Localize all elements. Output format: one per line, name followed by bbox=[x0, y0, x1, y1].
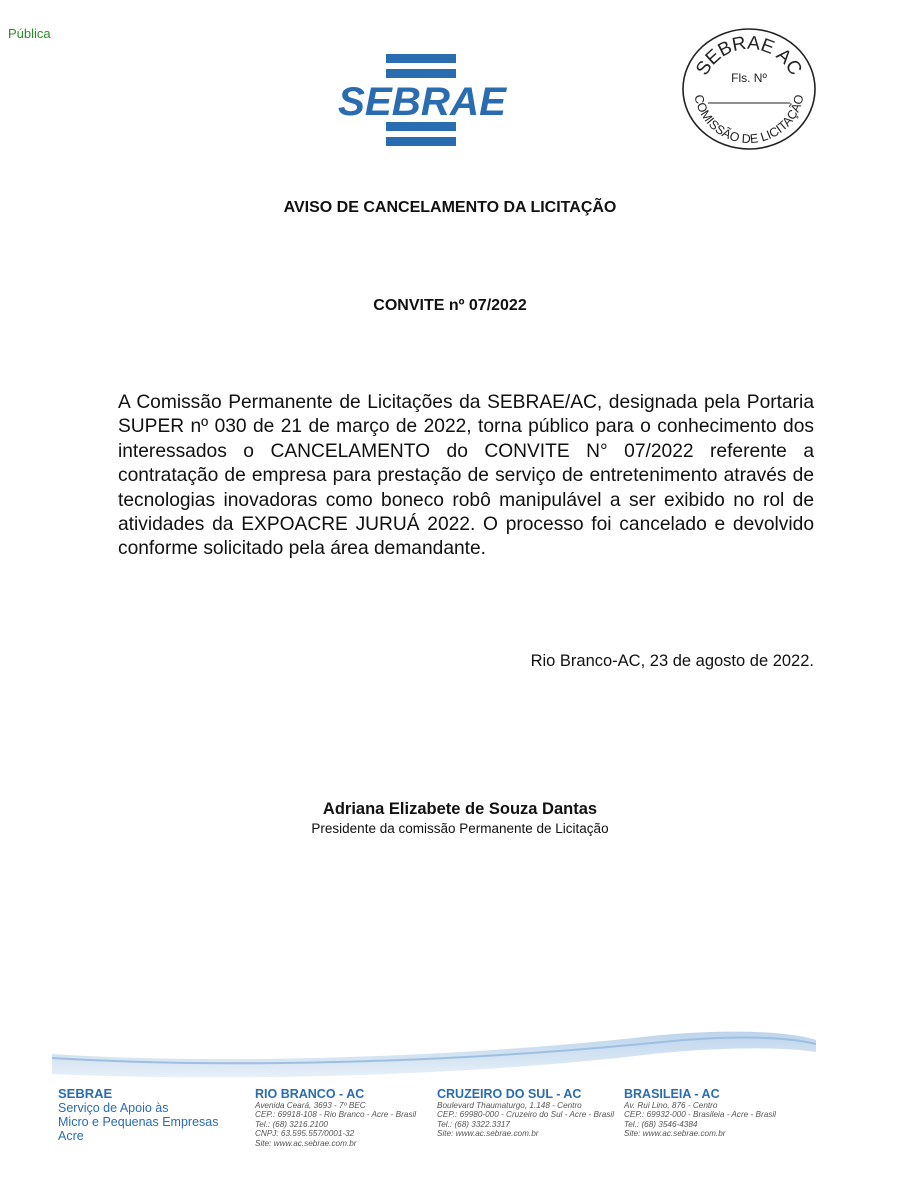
notice-subtitle: CONVITE nº 07/2022 bbox=[373, 297, 527, 314]
footer-wave bbox=[52, 1026, 816, 1084]
office-line: CNPJ: 63.595.557/0001-32 bbox=[255, 1129, 355, 1139]
footer-org bbox=[58, 1087, 219, 1143]
office-city: BRASILEIA - AC bbox=[624, 1087, 720, 1101]
protocol-stamp bbox=[680, 26, 818, 152]
footer-org-name: SEBRAE bbox=[58, 1086, 113, 1101]
office-line: Site: www.ac.sebrae.com.br bbox=[437, 1129, 539, 1139]
stamp-top-text: SEBRAE AC bbox=[692, 32, 806, 80]
office-line: Tel.: (68) 3546-4384 bbox=[624, 1119, 698, 1129]
footer-office-cruzeiro-do-sul bbox=[437, 1087, 614, 1139]
notice-title: AVISO DE CANCELAMENTO DA LICITAÇÃO bbox=[283, 199, 617, 216]
footer-office-rio-branco bbox=[255, 1087, 416, 1148]
office-line: Avenida Ceará, 3693 - 7º BEC bbox=[255, 1101, 366, 1110]
svg-text:COMISSÃO DE LICITAÇÃO bbox=[691, 93, 806, 146]
office-line: CEP.: 69932-000 - Brasileia - Acre - Brasil bbox=[624, 1110, 776, 1120]
office-line: Site: www.ac.sebrae.com.br bbox=[255, 1138, 357, 1148]
office-line: Tel.: (68) 3216.2100 bbox=[255, 1119, 328, 1129]
office-city: CRUZEIRO DO SUL - AC bbox=[437, 1087, 582, 1101]
footer-org-line: Serviço de Apoio às bbox=[58, 1101, 169, 1115]
classification-label: Pública bbox=[8, 26, 51, 41]
stamp-bottom-text: COMISSÃO DE LICITAÇÃO bbox=[691, 93, 807, 147]
office-line: Site: www.ac.sebrae.com.br bbox=[624, 1129, 726, 1139]
notice-body: A Comissão Permanente de Licitações da SEBRAE/AC, designada pela Portaria SUPER nº 030 de 21 de março de 2022, torna público para o conhecimento dos interessados o CANCELAMENTO do CONVITE N° 07/2022 referente a contratação de empresa para prestação de serviço de entretenimento através de tecnologias inovadoras como boneco robô manipulável a ser exibido no rol de atividades da EXPOACRE JURUÁ 2022. O processo foi cancelado e devolvido conforme solicitado pela área demandante. bbox=[118, 392, 814, 560]
footer-org-line: Micro e Pequenas Empresas bbox=[58, 1115, 219, 1129]
office-line: CEP.: 69980-000 - Cruzeiro do Sul - Acre - Brasil bbox=[437, 1110, 615, 1120]
office-line: Boulevard Thaumaturgo, 1.148 - Centro bbox=[437, 1101, 582, 1110]
office-line: Tel.: (68) 3322.3317 bbox=[437, 1119, 510, 1129]
signer-role: Presidente da comissão Permanente de Licitação bbox=[311, 821, 609, 836]
footer-org-line: Acre bbox=[58, 1129, 84, 1143]
sebrae-logo bbox=[336, 54, 508, 148]
stamp-center-text: Fls. Nº bbox=[731, 71, 767, 85]
office-city: RIO BRANCO - AC bbox=[255, 1087, 365, 1101]
date-line: Rio Branco-AC, 23 de agosto de 2022. bbox=[530, 652, 814, 670]
svg-text:SEBRAE: SEBRAE bbox=[338, 80, 508, 124]
office-line: CEP.: 69918-108 - Rio Branco - Acre - Brasil bbox=[255, 1110, 417, 1120]
signer-name: Adriana Elizabete de Souza Dantas bbox=[322, 800, 598, 818]
office-line: Av. Rui Lino, 876 - Centro bbox=[624, 1101, 718, 1110]
footer-office-brasileia bbox=[624, 1087, 776, 1139]
